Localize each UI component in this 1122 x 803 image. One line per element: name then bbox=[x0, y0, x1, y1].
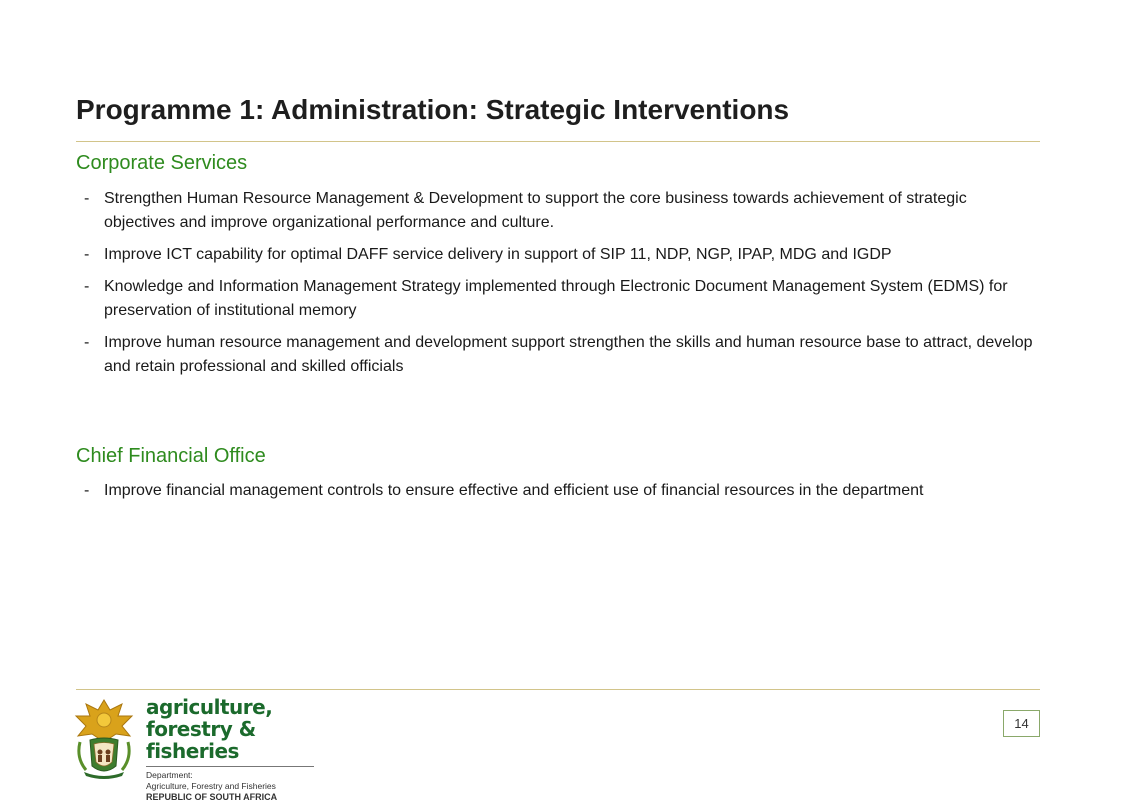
dash-marker: - bbox=[84, 278, 90, 295]
list-item bbox=[76, 243, 1036, 267]
dash-marker: - bbox=[84, 334, 90, 351]
brand-line-2: forestry & fisheries bbox=[146, 717, 256, 763]
section-heading-chief-financial-office: Chief Financial Office bbox=[76, 445, 266, 467]
bullet-text: Knowledge and Information Management Strategy implemented through Electronic Document Management System (EDMS) for preservation of institutional memory bbox=[104, 278, 1008, 319]
country-name: REPUBLIC OF SOUTH AFRICA bbox=[146, 792, 278, 802]
footer-divider bbox=[76, 689, 1040, 690]
list-item bbox=[76, 479, 1036, 503]
coat-of-arms-icon bbox=[72, 696, 136, 780]
bullet-text: Improve ICT capability for optimal DAFF service delivery in support of SIP 11, NDP, NGP, IPAP, MDG and IGDP bbox=[104, 246, 892, 263]
dash-marker: - bbox=[84, 190, 90, 207]
list-item bbox=[76, 275, 1036, 323]
list-item bbox=[76, 187, 1036, 235]
logo-divider bbox=[146, 766, 314, 767]
dept-label: Department: bbox=[146, 770, 193, 780]
slide-title: Programme 1: Administration: Strategic Interventions bbox=[76, 94, 790, 125]
brand-line-1: agriculture, bbox=[146, 695, 273, 719]
logo-text-block bbox=[146, 696, 332, 803]
bullet-text: Improve human resource management and development support strengthen the skills and human resource base to attract, develop and retain professional and skilled officials bbox=[104, 334, 1033, 375]
chief-financial-office-bullet-list bbox=[76, 479, 1036, 511]
bullet-text: Strengthen Human Resource Management & Development to support the core business towards achievement of strategic objectives and improve organizational performance and culture. bbox=[104, 190, 967, 231]
page-number: 14 bbox=[1003, 710, 1040, 737]
title-divider bbox=[76, 141, 1040, 142]
dash-marker: - bbox=[84, 482, 90, 499]
dash-marker: - bbox=[84, 246, 90, 263]
dept-name: Agriculture, Forestry and Fisheries bbox=[146, 781, 276, 791]
bullet-text: Improve financial management controls to ensure effective and efficient use of financial resources in the department bbox=[104, 482, 924, 499]
department-logo bbox=[72, 695, 332, 802]
section-heading-corporate-services: Corporate Services bbox=[76, 152, 248, 174]
corporate-services-bullet-list bbox=[76, 187, 1036, 387]
list-item bbox=[76, 331, 1036, 379]
